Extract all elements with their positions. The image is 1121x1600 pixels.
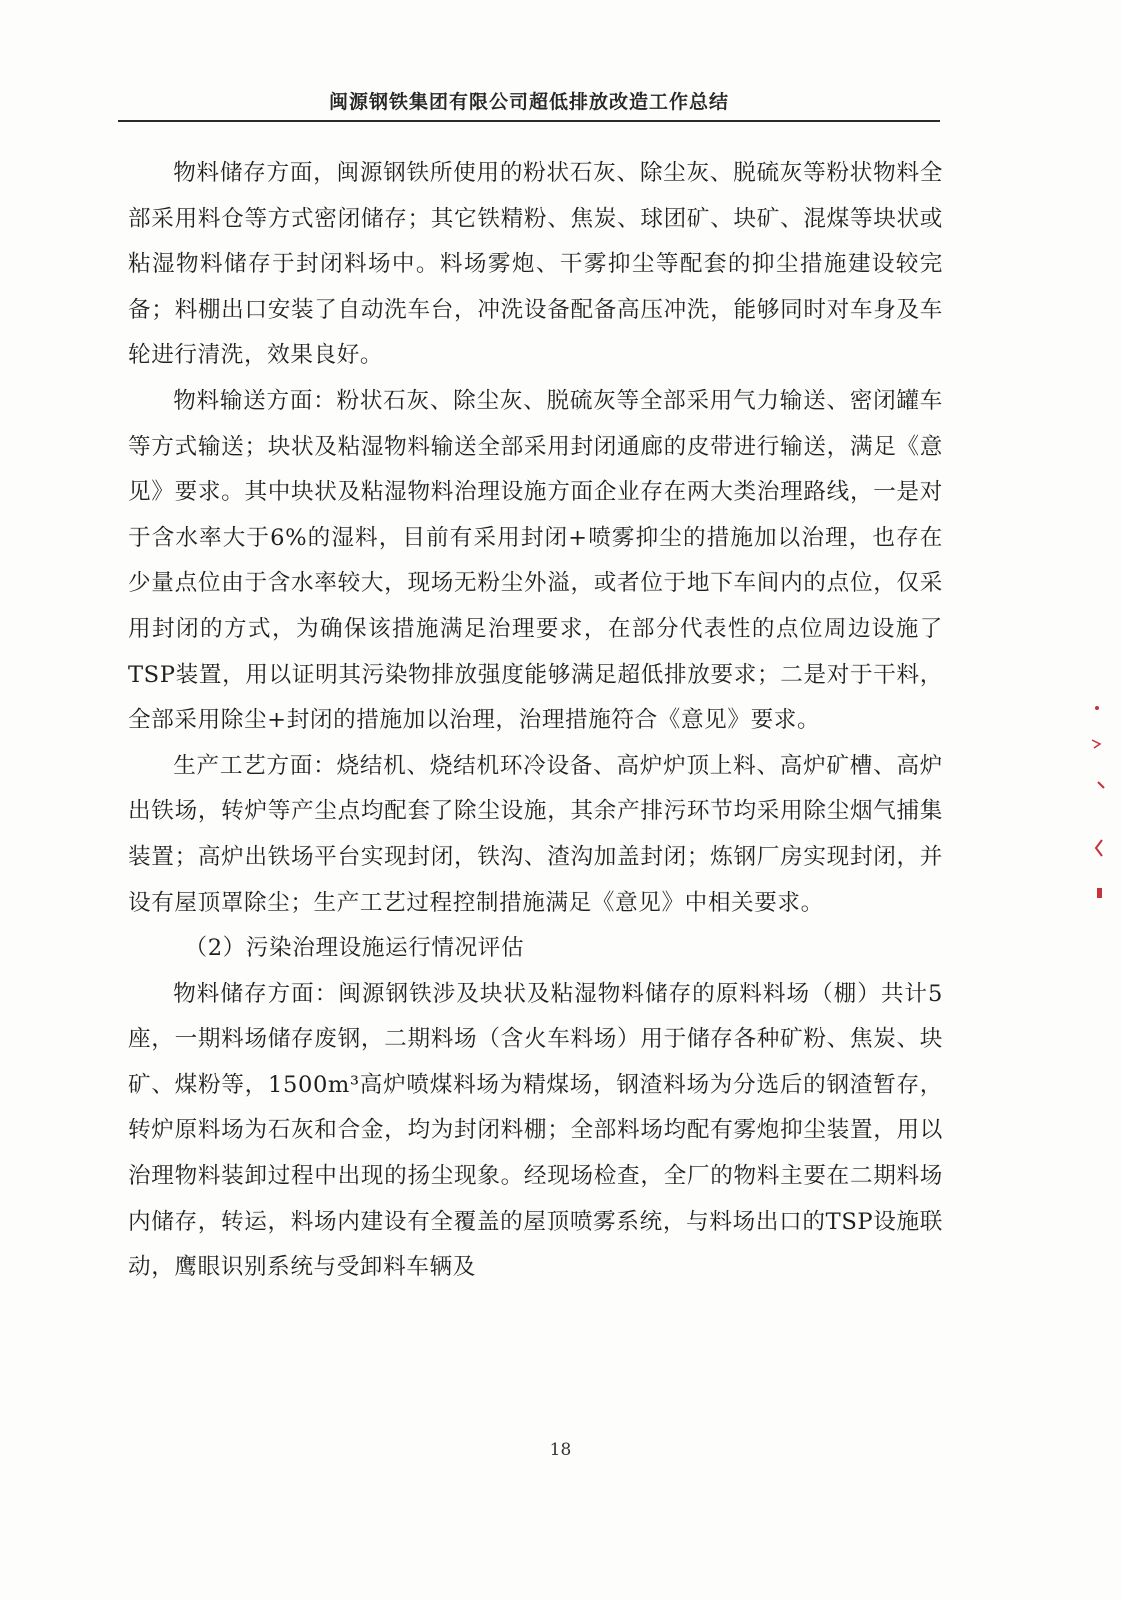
paragraph-material-storage: 物料储存方面，闽源钢铁所使用的粉状石灰、除尘灰、脱硫灰等粉状物料全部采用料仓等方式密闭储存；其它铁精粉、焦炭、球团矿、块矿、混煤等块状或粘湿物料储存于封闭料场中。料场雾炮、干雾抑尘等配套的抑尘措施建设较完备；料棚出口安装了自动洗车台，冲洗设备配备高压冲洗，能够同时对车身及车轮进行清洗，效果良好。 <box>128 160 943 369</box>
paragraph-material-transport: 物料输送方面：粉状石灰、除尘灰、脱硫灰等全部采用气力输送、密闭罐车等方式输送；块状及粘湿物料输送全部采用封闭通廊的皮带进行输送，满足《意见》要求。其中块状及粘湿物料治理设施方面企业存在两大类治理路线，一是对于含水率大于6%的湿料，目前有采用封闭+喷雾抑尘的措施加以治理，也存在少量点位由于含水率较大，现场无粉尘外溢，或者位于地下车间内的点位，仅采用封闭的方式，为确保该措施满足治理要求，在部分代表性的点位周边设施了TSP装置，用以证明其污染物排放强度能够满足超低排放要求；二是对于干料，全部采用除尘+封闭的措施加以治理，治理措施符合《意见》要求。 <box>128 387 943 734</box>
seal-mark <box>1097 888 1102 898</box>
page-number: 18 <box>549 1440 572 1460</box>
seal-mark <box>1092 740 1100 748</box>
seal-mark <box>1096 840 1102 856</box>
page-header <box>118 88 940 122</box>
paragraph-storage-evaluation: 物料储存方面：闽源钢铁涉及块状及粘湿物料储存的原料料场（棚）共计5座，一期料场储存废钢，二期料场（含火车料场）用于储存各种矿粉、焦炭、块矿、煤粉等，1500m³高炉喷煤料场为精煤场，钢渣料场为分选后的钢渣暂存，转炉原料场为石灰和合金，均为封闭料棚；全部料场均配有雾炮抑尘装置，用以治理物料装卸过程中出现的扬尘现象。经现场检查，全厂的物料主要在二期料场内储存，转运，料场内建设有全覆盖的屋顶喷雾系统，与料场出口的TSP设施联动，鹰眼识别系统与受卸料车辆及 <box>128 980 943 1281</box>
paragraph-production-process: 生产工艺方面：烧结机、烧结机环冷设备、高炉炉顶上料、高炉矿槽、高炉出铁场，转炉等产尘点均配套了除尘设施，其余产排污环节均采用除尘烟气捕集装置；高炉出铁场平台实现封闭，铁沟、渣沟加盖封闭；炼钢厂房实现封闭，并设有屋顶罩除尘；生产工艺过程控制措施满足《意见》中相关要求。 <box>128 752 943 916</box>
seal-edge-marks <box>1080 690 1110 920</box>
header-title: 闽源钢铁集团有限公司超低排放改造工作总结 <box>328 91 729 113</box>
seal-mark <box>1095 706 1099 710</box>
section-subheading: （2）污染治理设施运行情况评估 <box>184 935 525 962</box>
body-text <box>128 151 943 1291</box>
seal-mark <box>1098 782 1104 788</box>
